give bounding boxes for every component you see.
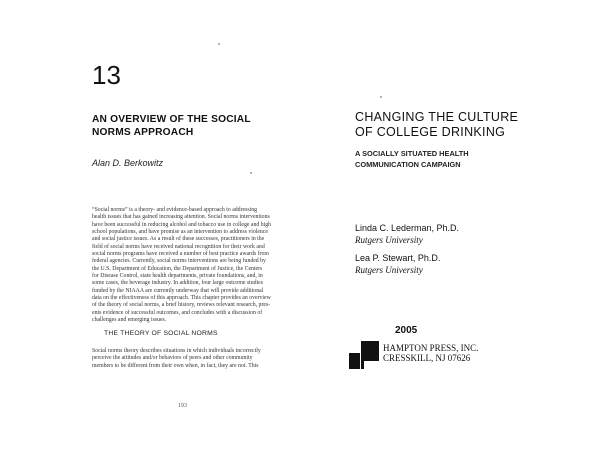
scan-speck (218, 43, 220, 45)
book-title-line: OF COLLEGE DRINKING (355, 125, 506, 139)
text-line: the U.S. Department of Education, the Department of Justice, the Centers (92, 265, 263, 272)
subtitle-line: COMMUNICATION CAMPAIGN (355, 160, 461, 169)
chapter-author: Alan D. Berkowitz (92, 158, 164, 168)
logo-block-right (361, 341, 379, 361)
text-line: social norms programs have received a number of best practice awards from (92, 251, 269, 258)
text-line: federal agencies. Currently, social norms interventions are being funded by (92, 258, 266, 265)
text-line: of the theory of social norms, a brief history, reviews relevant research, pres- (92, 302, 271, 309)
chapter-number: 13 (92, 60, 121, 90)
text-line: members to be different from their own when, in fact, they are not. This (92, 362, 259, 369)
chapter-title-line: AN OVERVIEW OF THE SOCIAL (92, 114, 251, 125)
publisher-location: CRESSKILL, NJ 07626 (383, 353, 471, 363)
hampton-press-logo (349, 341, 379, 369)
text-line: challenges and emerging issues. (92, 317, 167, 324)
intro-paragraph (92, 207, 288, 325)
text-line: and social justice issues. As a result of these successes, practitioners in the (92, 236, 265, 243)
scan-speck (380, 96, 382, 98)
text-line: some cases, the beverage industry. In addition, four large outcome studies (92, 280, 263, 287)
book-subtitle (355, 148, 555, 170)
text-line: for Disease Control, state health departments, private foundations, and, in (92, 273, 263, 280)
text-line: “Social norms” is a theory- and evidence-based approach to addressing (92, 207, 257, 213)
editor-institution: Rutgers University (355, 265, 423, 275)
text-line: data on the effectiveness of this approach. This chapter provides an overview (92, 295, 271, 302)
subtitle-line: A SOCIALLY SITUATED HEALTH (355, 149, 469, 158)
page-number: 193 (178, 403, 187, 409)
text-line: school populations, and have promise as an intervention to address violence (92, 229, 268, 236)
editor (355, 222, 459, 246)
theory-paragraph (92, 348, 288, 370)
text-line: have been successful in reducing alcohol and tobacco use in college and high (92, 221, 271, 228)
chapter-title-line: NORMS APPROACH (92, 127, 194, 138)
text-line: field of social norms have received national recognition for their work and (92, 243, 265, 250)
logo-bar (361, 361, 364, 369)
publisher (383, 343, 478, 363)
text-line: health issues that has gained increasing attention. Social norms interventions (92, 214, 270, 221)
editor-institution: Rutgers University (355, 235, 423, 245)
text-line: ents evidence of successful outcomes, and concludes with a discussion of (92, 309, 263, 316)
scan-speck (250, 172, 252, 174)
publication-year: 2005 (395, 325, 418, 336)
text-line: Social norms theory describes situations in which individuals incorrectly (92, 348, 261, 354)
chapter-title (92, 113, 282, 139)
book-title (355, 110, 555, 140)
editor-name: Lea P. Stewart, Ph.D. (355, 253, 441, 263)
book-title-line: CHANGING THE CULTURE (355, 110, 519, 124)
text-line: perceive the attitudes and/or behaviors of peers and other community (92, 355, 253, 362)
text-line: funded by the NIAAA are currently underway that will provide additional (92, 287, 264, 294)
logo-block-left (349, 353, 360, 369)
section-heading: THE THEORY OF SOCIAL NORMS (104, 330, 218, 337)
editor (355, 252, 440, 276)
publisher-name: HAMPTON PRESS, INC. (383, 343, 479, 353)
editor-name: Linda C. Lederman, Ph.D. (355, 223, 460, 233)
